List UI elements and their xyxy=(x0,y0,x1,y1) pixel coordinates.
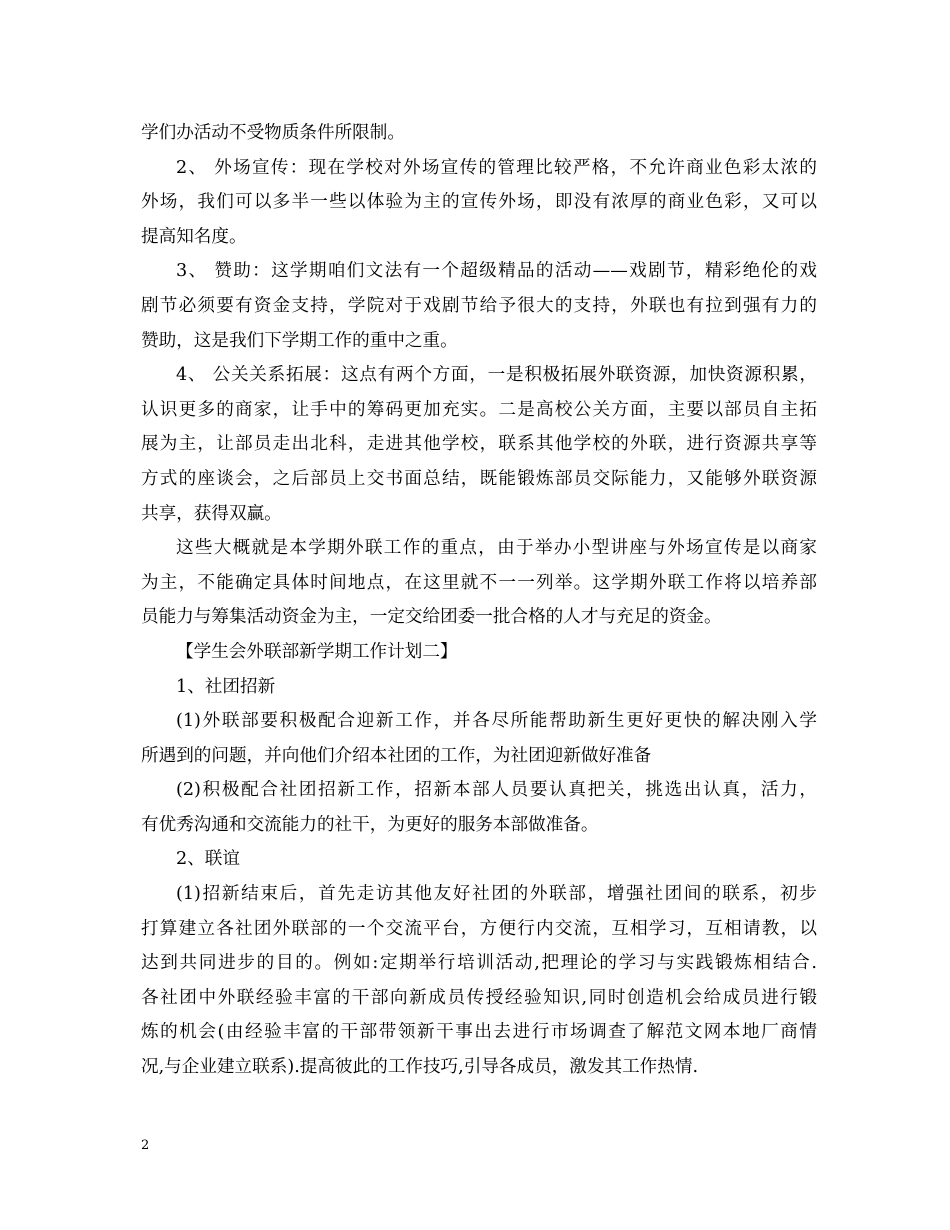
document-body xyxy=(141,116,817,1085)
text-line: 达到共同进步的目的。例如:定期举行培训活动,把理论的学习与实践锻炼相结合. xyxy=(141,953,817,974)
text-line: 剧节必须要有资金支持，学院对于戏剧节给予很大的支持，外联也有拉到强有力的 xyxy=(141,295,817,316)
text-line: 为主，不能确定具体时间地点，在这里就不一一列举。这学期外联工作将以培养部 xyxy=(141,572,817,593)
text-line: 展为主，让部员走出北科，走进其他学校，联系其他学校的外联，进行资源共享等 xyxy=(141,434,817,455)
text-line: 2、 外场宣传：现在学校对外场宣传的管理比较严格，不允许商业色彩太浓的 xyxy=(176,157,817,178)
text-line: 认识更多的商家，让手中的筹码更加充实。二是高校公关方面，主要以部员自主拓 xyxy=(141,399,817,420)
text-line: (1)招新结束后，首先走访其他友好社团的外联部，增强社团间的联系，初步 xyxy=(176,884,817,905)
text-line: 况,与企业建立联系).提高彼此的工作技巧,引导各成员，激发其工作热情. xyxy=(141,1057,699,1078)
text-line: 学们办活动不受物质条件所限制。 xyxy=(141,123,405,143)
text-line: 提高知名度。 xyxy=(141,226,247,247)
text-line: 这些大概就是本学期外联工作的重点，由于举办小型讲座与外场宣传是以商家 xyxy=(176,538,817,559)
text-line: (2)积极配合社团招新工作，招新本部人员要认真把关，挑选出认真，活力， xyxy=(176,780,817,801)
text-line: 各社团中外联经验丰富的干部向新成员传授经验知识,同时创造机会给成员进行锻 xyxy=(141,987,817,1008)
text-line: 赞助，这是我们下学期工作的重中之重。 xyxy=(141,330,458,351)
text-line: 【学生会外联部新学期工作计划二】 xyxy=(176,641,458,662)
text-line: 外场，我们可以多半一些以体验为主的宣传外场，即没有浓厚的商业色彩，又可以 xyxy=(141,192,817,213)
text-line: 4、 公关关系拓展：这点有两个方面，一是积极拓展外联资源，加快资源积累， xyxy=(176,365,817,386)
text-line: 打算建立各社团外联部的一个交流平台，方便行内交流，互相学习，互相请教，以 xyxy=(141,918,817,939)
text-line: 有优秀沟通和交流能力的社干，为更好的服务本部做准备。 xyxy=(141,814,599,835)
text-line: 1、社团招新 xyxy=(176,676,276,697)
text-line: 员能力与筹集活动资金为主，一定交给团委一批合格的人才与充足的资金。 xyxy=(141,607,722,628)
text-line: 炼的机会(由经验丰富的干部带领新干事出去进行市场调查了解范文网本地厂商情 xyxy=(141,1022,817,1043)
text-line: (1)外联部要积极配合迎新工作，并各尽所能帮助新生更好更快的解决刚入学 xyxy=(176,711,817,732)
page-number: 2 xyxy=(141,1138,150,1153)
text-line: 共享，获得双赢。 xyxy=(141,503,282,524)
text-line: 所遇到的问题，并向他们介绍本社团的工作，为社团迎新做好准备 xyxy=(141,745,652,766)
text-line: 3、 赞助：这学期咱们文法有一个超级精品的活动——戏剧节，精彩绝伦的戏 xyxy=(176,261,817,282)
text-line: 方式的座谈会，之后部员上交书面总结，既能锻炼部员交际能力，又能够外联资源 xyxy=(141,468,817,489)
text-line: 2、联谊 xyxy=(176,849,240,870)
